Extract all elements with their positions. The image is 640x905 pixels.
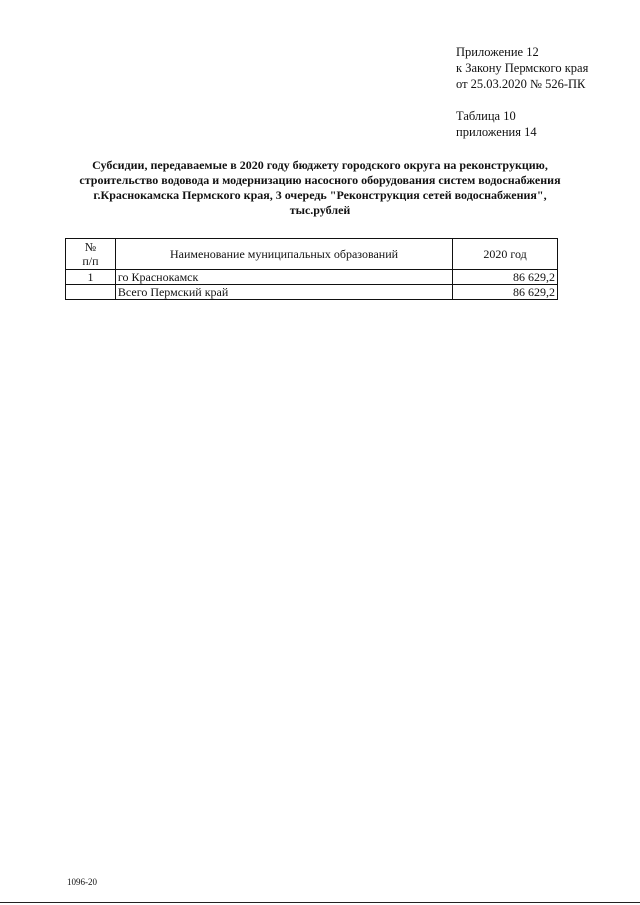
annex-line-law: к Закону Пермского края [456, 61, 589, 75]
subsidy-table [65, 238, 558, 300]
cell-municipality: Всего Пермский край [115, 285, 452, 300]
header-municipality: Наименование муниципальных образований [115, 239, 452, 270]
annex-reference [456, 44, 588, 140]
header-number: № п/п [66, 239, 116, 270]
title-line-2: строительство водовода и модернизацию насосного оборудования систем водоснабжения [79, 173, 561, 187]
scan-edge-line [0, 902, 640, 903]
cell-number: 1 [66, 270, 116, 285]
annex-line-appendix: Приложение 12 [456, 45, 539, 59]
annex-line-attachment: приложения 14 [456, 125, 537, 139]
title-line-3: г.Краснокамска Пермского края, 3 очередь "Реконструкция сетей водоснабжения", [93, 188, 547, 202]
annex-line-date: от 25.03.2020 № 526-ПК [456, 77, 586, 91]
title-line-4: тыс.рублей [289, 203, 351, 217]
table-header-row [66, 239, 558, 270]
table-row-total [66, 285, 558, 300]
cell-amount: 86 629,2 [453, 285, 558, 300]
annex-line-table: Таблица 10 [456, 109, 516, 123]
annex-spacer [456, 92, 588, 108]
title-line-1: Субсидии, передаваемые в 2020 году бюджету городского округа на реконструкцию, [92, 158, 548, 172]
document-title [62, 158, 578, 218]
cell-number [66, 285, 116, 300]
footer-document-code: 1096-20 [67, 877, 97, 887]
cell-amount: 86 629,2 [453, 270, 558, 285]
header-year: 2020 год [453, 239, 558, 270]
cell-municipality: го Краснокамск [115, 270, 452, 285]
table-row [66, 270, 558, 285]
